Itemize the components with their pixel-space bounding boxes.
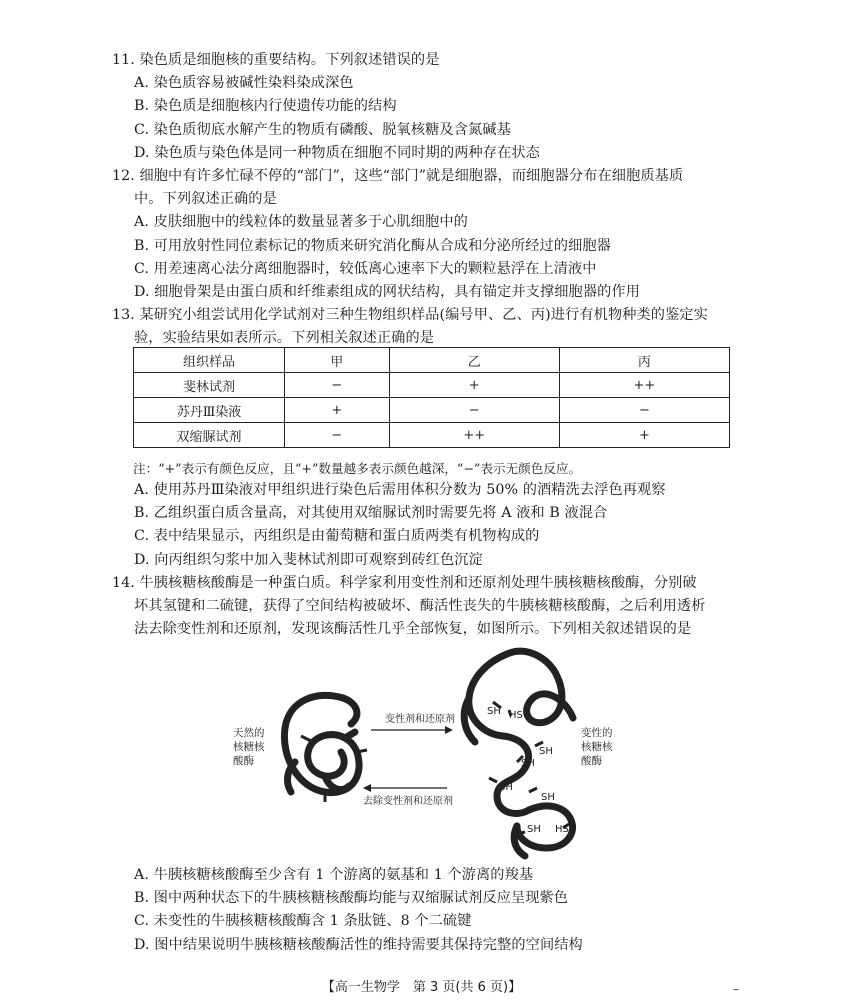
table-cell: − — [285, 373, 390, 398]
option-d: D. 向丙组织匀浆中加入斐林试剂即可观察到砖红色沉淀 — [134, 551, 483, 568]
sh-label: SH — [539, 746, 553, 757]
question-stem-continued: 验，实验结果如表所示。下列相关叙述正确的是 — [134, 330, 435, 347]
option-a: A. 染色质容易被碱性染料染成深色 — [134, 75, 354, 92]
table-header-cell: 组织样品 — [134, 348, 285, 373]
option-c: C. 未变性的牛胰核糖核酸酶含 1 条肽链、8 个二硫键 — [134, 913, 472, 930]
question-stem: 13. 某研究小组尝试用化学试剂对三种生物组织样品(编号甲、乙、丙)进行有机物种类的鉴定实 — [112, 307, 708, 323]
question-stem: 12. 细胞中有许多忙碌不停的“部门”，这些“部门”就是细胞器，而细胞器分布在细胞质基质 — [112, 168, 684, 184]
question-14-options — [112, 864, 772, 957]
table-cell: ++ — [559, 373, 729, 398]
table-cell: − — [389, 398, 559, 423]
question-stem-continued: 法去除变性剂和还原剂，发现该酶活性几乎全部恢复，如图所示。下列相关叙述错误的是 — [134, 621, 692, 638]
native-label-line3: 酸酶 — [233, 755, 254, 767]
corner-mark: – — [733, 982, 739, 996]
option-c: C. 用差速离心法分离细胞器时，较低离心速率下大的颗粒悬浮在上清液中 — [134, 260, 597, 277]
sh-label: SH — [487, 706, 501, 717]
table-row-label: 苏丹Ⅲ染液 — [134, 398, 285, 423]
table-row — [134, 423, 730, 448]
denatured-label-line3: 酸酶 — [581, 755, 602, 767]
question-13 — [112, 304, 772, 350]
native-label-line1: 天然的 — [233, 727, 265, 739]
table-header-cell: 乙 — [389, 348, 559, 373]
enzyme-denaturation-figure — [225, 642, 625, 862]
denatured-label-line1: 变性的 — [581, 727, 613, 739]
table-header-cell: 甲 — [285, 348, 390, 373]
table-row — [134, 373, 730, 398]
table-cell: − — [559, 398, 729, 423]
question-14 — [112, 572, 772, 642]
option-d: D. 染色质与染色体是同一种物质在细胞不同时期的两种存在状态 — [134, 144, 540, 161]
option-a: A. 牛胰核糖核酸酶至少含有 1 个游离的氨基和 1 个游离的羧基 — [134, 867, 534, 883]
hs-label: HS — [509, 710, 523, 721]
table-cell: + — [285, 398, 390, 423]
table-row — [134, 398, 730, 423]
table-header-row — [134, 348, 730, 373]
page-footer: 【高一生物学 第 3 页(共 6 页)】 — [321, 980, 522, 995]
question-stem: 11. 染色质是细胞核的重要结构。下列叙述错误的是 — [112, 52, 440, 68]
table-row-label: 双缩脲试剂 — [134, 423, 285, 448]
question-stem: 14. 牛胰核糖核酸酶是一种蛋白质。科学家利用变性剂和还原剂处理牛胰核糖核酸酶，分别破 — [112, 575, 697, 591]
option-a: A. 皮肤细胞中的线粒体的数量显著多于心肌细胞中的 — [134, 214, 468, 231]
option-b: B. 染色质是细胞核内行使遗传功能的结构 — [134, 98, 397, 115]
table-cell: + — [389, 373, 559, 398]
experiment-table — [133, 347, 730, 448]
table-row-label: 斐林试剂 — [134, 373, 285, 398]
native-enzyme-shape — [284, 695, 359, 792]
option-c: C. 表中结果显示，丙组织是由葡萄糖和蛋白质两类有机物构成的 — [134, 528, 540, 545]
table-cell: ++ — [389, 423, 559, 448]
table-cell: + — [559, 423, 729, 448]
question-13-options — [112, 479, 772, 572]
option-d: D. 图中结果说明牛胰核糖核酸酶活性的维持需要其保持完整的空间结构 — [134, 936, 583, 953]
question-stem-continued: 坏其氢键和二硫键，获得了空间结构被破坏、酶活性丧失的牛胰核糖核酸酶，之后利用透析 — [134, 598, 706, 615]
option-a: A. 使用苏丹Ⅲ染液对甲组织进行染色后需用体积分数为 50% 的酒精洗去浮色再观察 — [134, 482, 666, 498]
sh-label: SH — [541, 792, 555, 803]
denatured-label-line2: 核糖核 — [581, 741, 613, 753]
native-label-line2: 核糖核 — [233, 741, 265, 753]
sh-label: SH — [499, 782, 513, 793]
option-b: B. 可用放射性同位素标记的物质来研究消化酶从合成和分泌所经过的细胞器 — [134, 237, 611, 254]
option-b: B. 图中两种状态下的牛胰核糖核酸酶均能与双缩脲试剂反应呈现紫色 — [134, 890, 569, 907]
sh-label: SH — [521, 758, 535, 769]
option-d: D. 细胞骨架是由蛋白质和纤维素组成的网状结构，具有锚定并支撑细胞器的作用 — [134, 284, 640, 301]
forward-arrowhead — [445, 726, 453, 734]
question-stem-continued: 中。下列叙述正确的是 — [134, 191, 277, 208]
option-b: B. 乙组织蛋白质含量高，对其使用双缩脲试剂时需要先将 A 液和 B 液混合 — [134, 505, 608, 522]
table-note: 注：“+”表示有颜色反应，且“+”数量越多表示颜色越深，“−”表示无颜色反应。 — [133, 461, 582, 476]
question-12 — [112, 165, 772, 304]
hs-label: HS — [555, 824, 569, 835]
forward-arrow-label: 变性剂和还原剂 — [385, 714, 455, 725]
reverse-arrowhead — [363, 784, 371, 792]
table-cell: − — [285, 423, 390, 448]
reverse-arrow-label: 去除变性剂和还原剂 — [363, 796, 453, 807]
sh-label: SH — [527, 824, 541, 835]
question-11 — [112, 49, 772, 165]
option-c: C. 染色质彻底水解产生的物质有磷酸、脱氧核糖及含氮碱基 — [134, 121, 511, 138]
table-header-cell: 丙 — [559, 348, 729, 373]
